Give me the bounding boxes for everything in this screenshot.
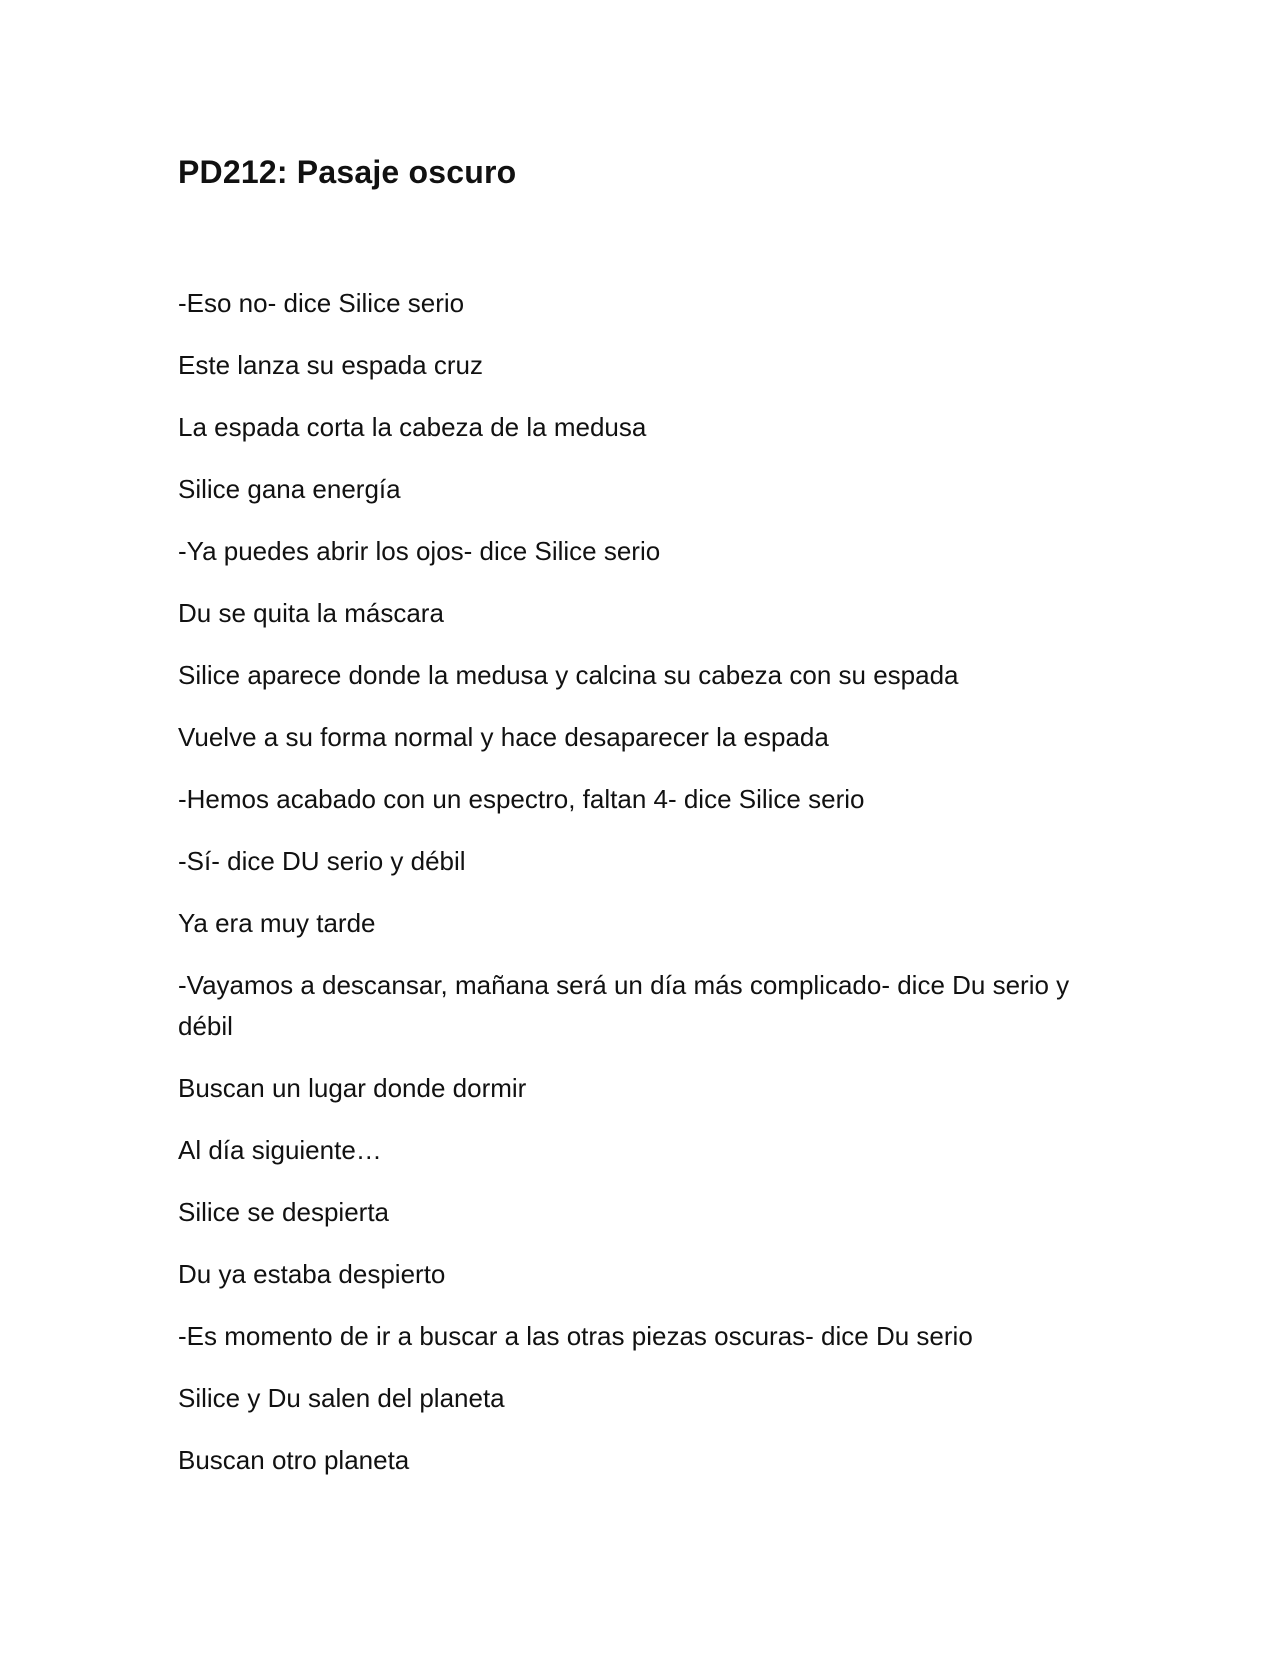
paragraph: -Hemos acabado con un espectro, faltan 4- dice Silice serio <box>178 784 865 814</box>
paragraph: -Sí- dice DU serio y débil <box>178 846 466 876</box>
paragraph: -Eso no- dice Silice serio <box>178 288 465 318</box>
paragraph: Silice se despierta <box>178 1197 389 1227</box>
paragraph: Du se quita la máscara <box>178 598 444 628</box>
paragraph: -Ya puedes abrir los ojos- dice Silice serio <box>178 536 661 566</box>
paragraph: Buscan un lugar donde dormir <box>178 1073 527 1103</box>
paragraph: Silice gana energía <box>178 474 401 504</box>
document-body <box>178 283 1098 1502</box>
paragraph: Vuelve a su forma normal y hace desaparecer la espada <box>178 722 829 752</box>
paragraph: Buscan otro planeta <box>178 1445 410 1475</box>
paragraph: Silice y Du salen del planeta <box>178 1383 505 1413</box>
paragraph: Este lanza su espada cruz <box>178 350 483 380</box>
paragraph: Al día siguiente… <box>178 1135 382 1165</box>
paragraph: -Vayamos a descansar, mañana será un día más complicado- dice Du serio y débil <box>178 970 1070 1041</box>
paragraph: Silice aparece donde la medusa y calcina su cabeza con su espada <box>178 660 959 690</box>
paragraph: Ya era muy tarde <box>178 908 376 938</box>
paragraph: -Es momento de ir a buscar a las otras piezas oscuras- dice Du serio <box>178 1321 973 1351</box>
document-title: PD212: Pasaje oscuro <box>178 154 517 190</box>
paragraph: La espada corta la cabeza de la medusa <box>178 412 647 442</box>
paragraph: Du ya estaba despierto <box>178 1259 446 1289</box>
